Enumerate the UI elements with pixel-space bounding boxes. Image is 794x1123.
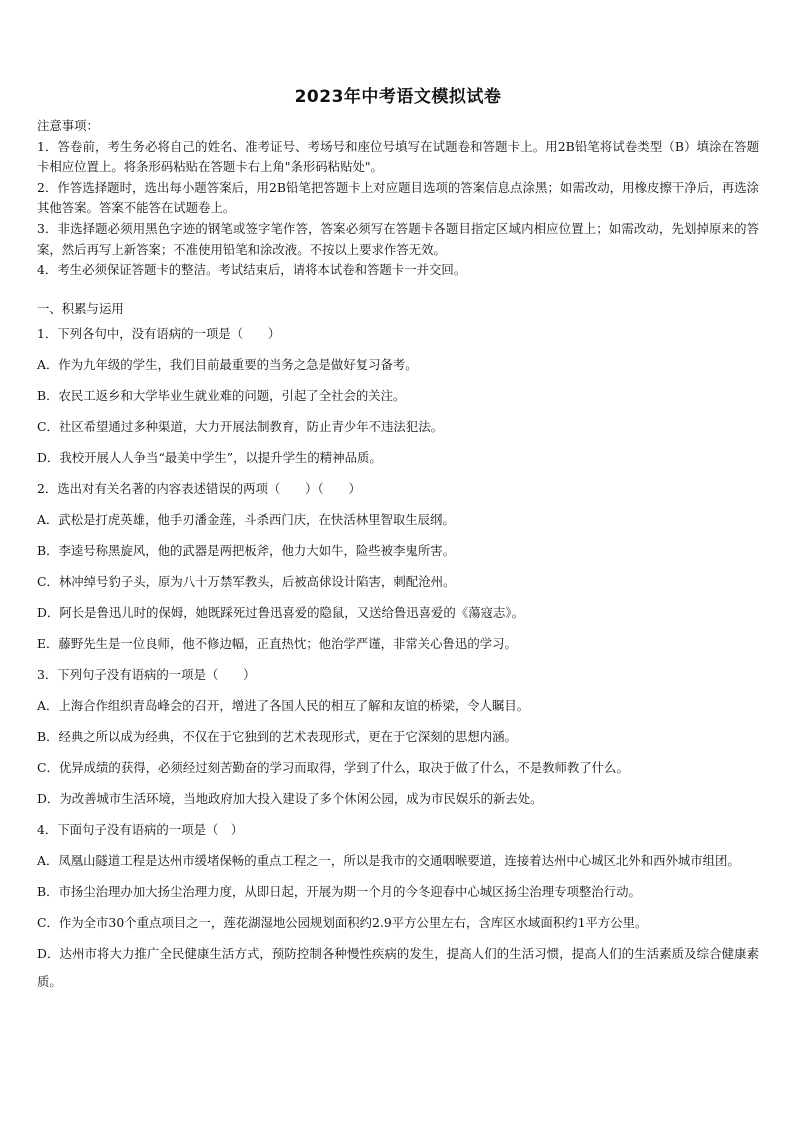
- option-a: A．凤凰山隧道工程是达州市缓堵保畅的重点工程之一，所以是我市的交通咽喉要道，连接着达州中心城区北外和西外城市组团。: [37, 852, 740, 868]
- option-e: E．藤野先生是一位良师，他不修边幅，正直热忱；他治学严谨，非常关心鲁迅的学习。: [37, 635, 517, 651]
- option-a: A．上海合作组织青岛峰会的召开，增进了各国人民的相互了解和友谊的桥梁，令人瞩目。: [37, 697, 530, 713]
- option-d: D．为改善城市生活环境，当地政府加大投入建设了多个休闲公园，成为市民娱乐的新去处。: [37, 790, 543, 806]
- question-2: [37, 474, 759, 660]
- notice-item: 2．作答选择题时，选出每小题答案后，用2B铅笔把答题卡上对应题目选项的答案信息点涂黑；如需改动，用橡皮擦干净后，再选涂其他答案。答案不能答在试题卷上。: [37, 179, 759, 216]
- notice-item: 1．答卷前，考生务必将自己的姓名、准考证号、考场号和座位号填写在试题卷和答题卡上。用2B铅笔将试卷类型（B）填涂在答题卡相应位置上。将条形码粘贴在答题卡右上角"条形码粘贴处"。: [37, 138, 759, 175]
- option-c: C．林冲绰号豹子头，原为八十万禁军教头，后被高俅设计陷害，刺配沧州。: [37, 573, 456, 589]
- notice-heading: 注意事项：: [37, 118, 99, 133]
- question-1: [37, 319, 759, 474]
- option-a: A．作为九年级的学生，我们目前最重要的当务之急是做好复习备考。: [37, 356, 418, 372]
- section-title: 一、积累与运用: [37, 300, 124, 316]
- notice-block: [37, 116, 759, 281]
- notice-item: 3．非选择题必须用黑色字迹的钢笔或签字笔作答，答案必须写在答题卡各题目指定区域内相应位置上；如需改动，先划掉原来的答案，然后再写上新答案；不准使用铅笔和涂改液。不按以上要求作答无效。: [37, 220, 759, 257]
- question-3: [37, 660, 759, 815]
- option-b: B．农民工返乡和大学毕业生就业难的问题，引起了全社会的关注。: [37, 387, 406, 403]
- exam-page: [37, 86, 759, 998]
- question-stem: 4．下面句子没有语病的一项是（ ）: [37, 821, 244, 837]
- option-b: B．经典之所以成为经典，不仅在于它独到的艺术表现形式，更在于它深刻的思想内涵。: [37, 728, 517, 744]
- option-d: D．阿长是鲁迅儿时的保姆，她既踩死过鲁迅喜爱的隐鼠，又送给鲁迅喜爱的《蕩寇志》。: [37, 604, 524, 620]
- question-4: [37, 815, 759, 998]
- option-d: D．我校开展人人争当“最美中学生”，以提升学生的精神品质。: [37, 449, 382, 465]
- option-b: B．李逵号称黑旋风，他的武器是两把板斧，他力大如牛，险些被李鬼所害。: [37, 542, 455, 558]
- option-b: B．市扬尘治理办加大扬尘治理力度，从即日起，开展为期一个月的今冬迎春中心城区扬尘治理专项整治行动。: [37, 883, 641, 899]
- question-stem: 1．下列各句中，没有语病的一项是（ ）: [37, 325, 281, 341]
- option-c: C．作为全市30个重点项目之一，莲花湖湿地公园规划面积约2.9平方公里左右，含库区水域面积约1平方公里。: [37, 914, 648, 930]
- option-c: C．社区希望通过多种渠道，大力开展法制教育，防止青少年不违法犯法。: [37, 418, 443, 434]
- option-a: A．武松是打虎英雄，他手刃潘金莲，斗杀西门庆，在快活林里智取生辰纲。: [37, 511, 455, 527]
- question-stem: 2．选出对有关名著的内容表述错误的两项（ ）（ ）: [37, 480, 361, 496]
- question-stem: 3．下列句子没有语病的一项是（ ）: [37, 666, 256, 682]
- option-d: D．达州市将大力推广全民健康生活方式，预防控制各种慢性疾病的发生，提高人们的生活习惯，提高人们的生活素质及综合健康素质。: [37, 945, 759, 989]
- option-c: C．优异成绩的获得，必须经过刻苦勤奋的学习而取得，学到了什么，取决于做了什么，不是教师教了什么。: [37, 759, 629, 775]
- notice-item: 4．考生必须保证答题卡的整洁。考试结束后，请将本试卷和答题卡一并交回。: [37, 262, 467, 278]
- exam-title: 2023年中考语文模拟试卷: [294, 87, 502, 107]
